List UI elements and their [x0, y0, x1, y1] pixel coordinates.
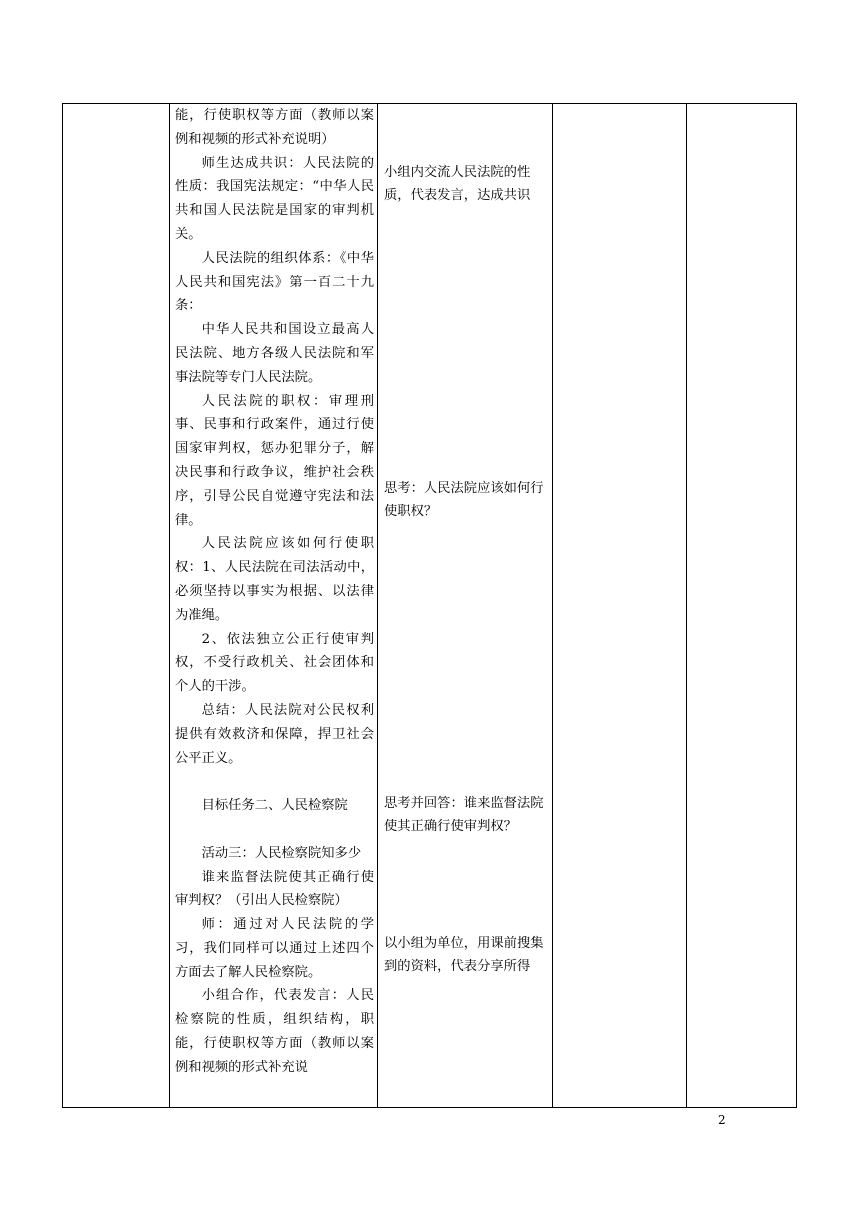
student-activity-item: 思考：人民法院应该如何行使职权？ — [384, 481, 544, 519]
paragraph: 师：通过对人民法院的学习，我们同样可以通过上述四个方面去了解人民检察院。 — [175, 917, 374, 980]
table-column-4 — [553, 104, 687, 1107]
student-activity-item: 思考并回答：谁来监督法院使其正确行使审判权？ — [384, 796, 544, 834]
teacher-activity-column — [170, 104, 378, 1107]
section-heading: 目标任务二、人民检察院 — [201, 798, 348, 814]
paragraph: 2、依法独立公正行使审判权，不受行政机关、社会团体和个人的干涉。 — [175, 631, 374, 695]
student-activity-item: 以小组为单位，用课前搜集到的资料，代表分享所得 — [384, 936, 544, 974]
paragraph: 中华人民共和国设立最高人民法院、地方各级人民法院和军事法院等专门人民法院。 — [175, 322, 374, 385]
paragraph: 人民法院的职权：审理刑事、民事和行政案件，通过行使国家审判权，惩办犯罪分子，解决民事和行政争议，维护社会秩序，引导公民自觉遵守宪法和法律。 — [175, 393, 374, 528]
paragraph: 人民法院的组织体系：《中华人民共和国宪法》第一百二十九条： — [175, 250, 374, 314]
paragraph: 小组合作，代表发言：人民检察院的性质，组织结构，职能，行使职权等方面（教师以案例和视频的形式补充说 — [175, 988, 374, 1075]
student-activity-column — [378, 104, 553, 1107]
page-number: 2 — [718, 1113, 726, 1127]
student-activity-item: 小组内交流人民法院的性质，代表发言，达成共识 — [384, 165, 531, 203]
activity-heading: 活动三：人民检察院知多少 — [201, 845, 362, 861]
teacher-activity-text — [170, 104, 377, 1080]
paragraph: 师生达成共识：人民法院的性质：我国宪法规定：“中华人民共和国人民法院是国家的审判机关。 — [175, 155, 374, 242]
paragraph: 总结：人民法院对公民权利提供有效救济和保障，捍卫社会公平正义。 — [175, 702, 374, 766]
table-column-5 — [687, 104, 797, 1107]
paragraph: 人民法院应该如何行使职权：1、人民法院在司法活动中，必须坚持以事实为根据、以法律为准绳。 — [175, 536, 374, 623]
table-column-1 — [63, 104, 170, 1107]
paragraph: 谁来监督法院使其正确行使审判权？（引出人民检察院） — [175, 869, 374, 909]
paragraph: 能，行使职权等方面（教师以案例和视频的形式补充说明） — [175, 108, 374, 147]
lesson-plan-table — [62, 103, 797, 1108]
